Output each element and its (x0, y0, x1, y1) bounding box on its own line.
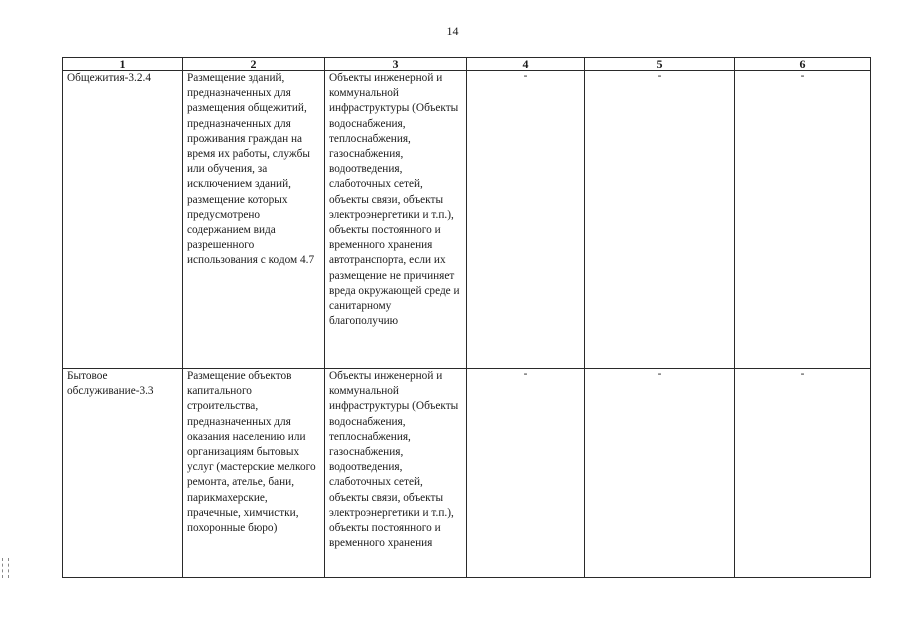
regulations-table (62, 57, 871, 578)
col4-cell (467, 71, 585, 369)
header-cell-6: 6 (735, 58, 871, 71)
dash-value: - (523, 368, 528, 380)
col5-cell (585, 71, 735, 369)
auxiliary-uses: Объекты инженерной и коммунальной инфраструктуры (Объекты водоснабжения, теплоснабжения, газоснабжения, водоотведения, слаботочных сетей, объекты связи, объекты электроэнергетики и т.п.), объекты постоянного и временного хранения автотранспорта, если их размещение не причиняет вреда окружающей среде и санитарному благополучию (329, 72, 460, 328)
description-cell (183, 71, 325, 369)
col6-cell (735, 71, 871, 369)
dash-value: - (657, 368, 662, 380)
scan-edge-mark (2, 558, 9, 578)
use-name-cell (63, 369, 183, 578)
use-name: Общежития-3.2.4 (67, 72, 152, 84)
use-name: Бытовое обслуживание-3.3 (67, 370, 154, 398)
header-cell-4: 4 (467, 58, 585, 71)
dash-value: - (523, 70, 528, 82)
use-description: Размещение объектов капитального строительства, предназначенных для оказания населению или организациям бытовых услуг (мастерские мелкого ремонта, ателье, бани, парикмахерские, прачечные, химчистки, похоронные бюро) (187, 370, 316, 535)
table-row (63, 71, 871, 369)
header-cell-2: 2 (183, 58, 325, 71)
dash-value: - (800, 368, 805, 380)
header-cell-3: 3 (325, 58, 467, 71)
col5-cell (585, 369, 735, 578)
use-description: Размещение зданий, предназначенных для размещения общежитий, предназначенных для проживания граждан на время их работы, службы или обучения, за исключением зданий, размещение которых предусмотрено содержанием вида разрешенного использования с кодом 4.7 (187, 72, 315, 267)
dash-value: - (657, 70, 662, 82)
header-cell-1: 1 (63, 58, 183, 71)
col4-cell (467, 369, 585, 578)
auxiliary-cell (325, 369, 467, 578)
col6-cell (735, 369, 871, 578)
page-number: 14 (446, 24, 459, 38)
header-cell-5: 5 (585, 58, 735, 71)
description-cell (183, 369, 325, 578)
auxiliary-uses: Объекты инженерной и коммунальной инфраструктуры (Объекты водоснабжения, теплоснабжения, газоснабжения, водоотведения, слаботочных сетей, объекты связи, объекты электроэнергетики и т.п.), объекты постоянного и временного хранения (329, 370, 459, 550)
header-row (63, 58, 871, 71)
use-name-cell (63, 71, 183, 369)
dash-value: - (800, 70, 805, 82)
auxiliary-cell (325, 71, 467, 369)
table-row (63, 369, 871, 578)
